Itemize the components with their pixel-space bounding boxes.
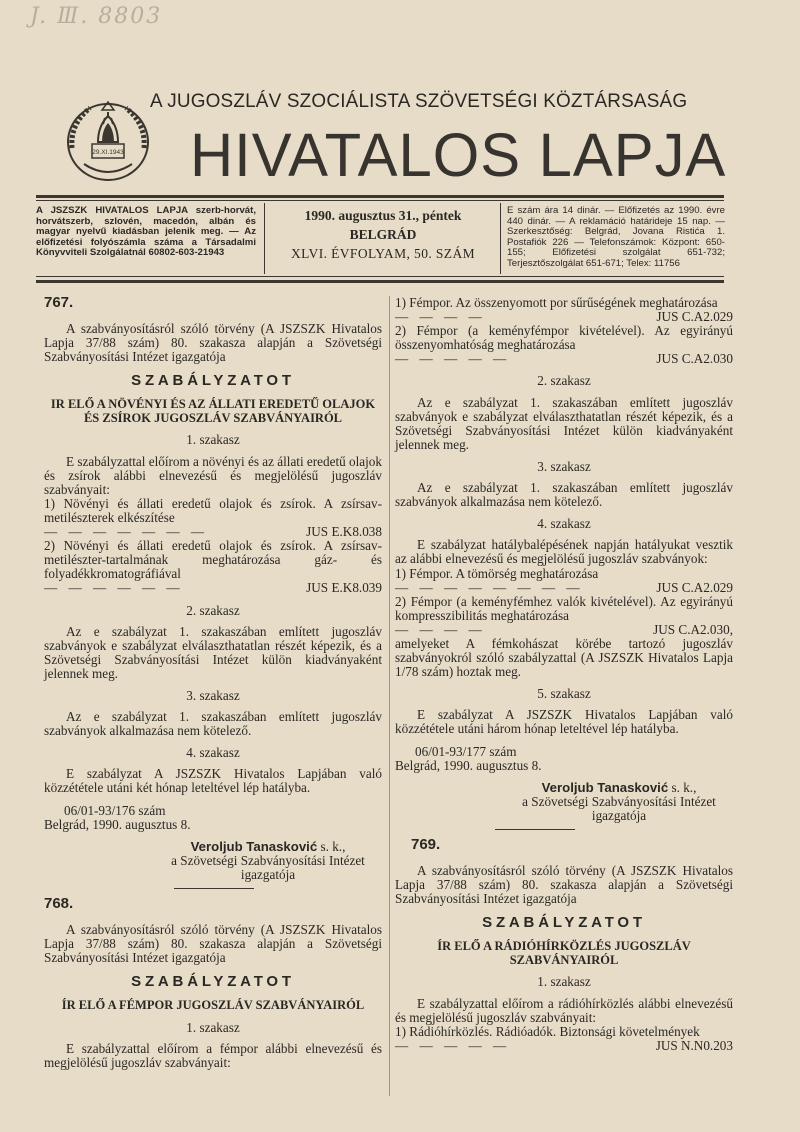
section-label: 1. szakasz: [186, 1019, 240, 1035]
standard-code: JUS C.A2.029: [656, 579, 733, 595]
header-top-thin-rule: [36, 200, 724, 201]
standard-item-ref-line: — — — — JUS C.A2.030,: [395, 621, 733, 637]
section-label: 4. szakasz: [537, 516, 591, 532]
article-769-intro: A szabványosításról szóló törvény (A JSZSZK Hivatalos Lapja 37/88 szám) 80. szakasza alapján a Szövetségi Szabványosítási Intézet igazgatója: [395, 863, 733, 907]
issue-info: [274, 206, 492, 263]
section-label: 4. szakasz: [186, 745, 240, 761]
standard-item-ref-line: — — — — — JUS N.N0.203: [395, 1037, 733, 1053]
paragraph: amelyeket A fémkohászat körébe tartozó jugoszláv szabványokról szóló szabályzattal (A JSZSZK Hivatalos Lapja 1/78 szám) hoztak meg.: [395, 635, 733, 680]
separator: [174, 888, 254, 889]
publication-title: HIVATALOS LAPJA: [190, 121, 727, 189]
standard-item-ref-line: — — — — — — JUS E.K8.039: [44, 580, 382, 596]
standard-item-text: 1) Növényi és állati eredetű olajok és zsírok. A zsírsav-metilészterek elkészítése: [44, 495, 382, 525]
price-info: E szám ára 14 dinár. — Előfizetés az 1990. évre 440 dinár. — A reklamáció határideje 15 nap. — Szerkesztőség: Belgrád, Jovana Ristića 1. Postafiók 226 — Telefonszámok: Központ: 650-155; Előfizetési szolgálat 651-732; Terjesztőszolgálat 651-671; Telex: 11756: [507, 205, 725, 269]
article-768-number: 768.: [44, 895, 74, 912]
signature-abbr: s. k.,: [320, 838, 346, 854]
article-769-number: 769.: [411, 836, 441, 853]
paragraph: E szabályzat A JSZSZK Hivatalos Lapjában való közzététele utáni két hónap leteltével lép hatályba.: [44, 766, 382, 796]
section-label: 1. szakasz: [186, 432, 240, 448]
paragraph: E szabályzat hatálybalépésének napján hatályukat vesztik az alábbi elnevezésű és megjelölésű jugoszláv szabványok:: [395, 537, 733, 567]
section-label: 2. szakasz: [537, 373, 591, 389]
header-divider-left: [264, 203, 265, 274]
state-emblem-icon: [62, 96, 154, 188]
issue-city: BELGRÁD: [349, 227, 417, 242]
signature-name: Veroljub Tanasković: [541, 779, 669, 795]
article-767-heading: IR ELŐ A NÖVÉNYI ÉS AZ ÁLLATI EREDETŰ OLAJOK ÉS ZSÍROK JUGOSZLÁV SZABVÁNYAIRÓL: [50, 397, 376, 425]
section-label: 1. szakasz: [537, 974, 591, 990]
signature-name: Veroljub Tanasković: [190, 838, 318, 854]
signature: [505, 781, 733, 795]
standard-code: JUS C.A2.030,: [653, 621, 733, 637]
signature-title: a Szövetségi Szabványosítási Intézet igazgatója: [522, 793, 716, 823]
header-divider-right: [500, 203, 501, 274]
article-768-title: SZABÁLYZATOT: [131, 973, 295, 991]
separator: [495, 829, 575, 830]
section-label: 3. szakasz: [186, 687, 240, 703]
paragraph: Az e szabályzat 1. szakaszában említett jugoszláv szabványok alkalmazása nem kötelező.: [44, 709, 382, 739]
paragraph: Az e szabályzat 1. szakaszában említett jugoszláv szabványok e szabályzat elválaszthatatlan részét képezik, és a Szövetségi Szabványosítási Intézet külön kiadványaként jelennek meg.: [44, 623, 382, 681]
standard-code: JUS E.K8.038: [306, 524, 382, 540]
section-label: 3. szakasz: [537, 458, 591, 474]
standard-code: JUS E.K8.039: [306, 580, 382, 596]
issue-date: 1990. augusztus 31., péntek: [304, 208, 462, 223]
left-column: [44, 296, 382, 1070]
signature-title: a Szövetségi Szabványosítási Intézet igazgatója: [171, 852, 365, 882]
standard-item-text: 1) Fémpor. Az összenyomott por sűrűségének meghatározása: [395, 295, 718, 310]
place-date: Belgrád, 1990. augusztus 8.: [395, 757, 542, 773]
right-column: [395, 296, 733, 1053]
standard-item-text: 2) Fémpor (a keményfémpor kivételével). Az egyirányú összenyomhatóság meghatározása: [395, 323, 733, 353]
header-bottom-rule: [36, 276, 724, 277]
paragraph: E szabályzattal előírom a fémpor alábbi elnevezésű és megjelölésű jugoszláv szabványait:: [44, 1041, 382, 1071]
article-769-title: SZABÁLYZATOT: [482, 914, 646, 932]
standard-item-ref-line: — — — — — — — — JUS C.A2.029: [395, 579, 733, 595]
handwritten-note: J. Ⅲ. 8803: [30, 4, 163, 29]
standard-item-text: 2) Fémpor (a keményfémhez valók kivételével). Az egyirányú kompresszibilitás meghatározása: [395, 593, 733, 623]
file-number: 06/01-93/176 szám: [64, 802, 166, 818]
column-divider: [389, 296, 390, 1096]
paragraph: Az e szabályzat 1. szakaszában említett jugoszláv szabványok alkalmazása nem kötelező.: [395, 480, 733, 510]
header-top-rule: [36, 195, 724, 198]
standard-item-text: 1) Fémpor. A tömörség meghatározása: [395, 565, 599, 581]
article-767-intro: A szabványosításról szóló törvény (A JSZSZK Hivatalos Lapja 37/88 szám) 80. szakasza alapján a Szövetségi Szabványosítási Intézet igazgatója: [44, 321, 382, 365]
standard-code: JUS N.N0.203: [655, 1037, 733, 1053]
article-768-intro: A szabványosításról szóló törvény (A JSZSZK Hivatalos Lapja 37/88 szám) 80. szakasza alapján a Szövetségi Szabványosítási Intézet igazgatója: [44, 922, 382, 966]
section-label: 5. szakasz: [537, 686, 591, 702]
standard-code: JUS C.A2.029: [656, 309, 733, 325]
signature-abbr: s. k.,: [671, 779, 697, 795]
standard-item-ref-line: — — — — — — — JUS E.K8.038: [44, 524, 382, 540]
issue-volume: XLVI. ÉVFOLYAM, 50. SZÁM: [290, 246, 475, 261]
place-date: Belgrád, 1990. augusztus 8.: [44, 816, 191, 832]
standard-item-text: 1) Rádióhírközlés. Rádióadók. Biztonsági követelmények: [395, 1023, 700, 1039]
signature: [154, 840, 382, 854]
standard-item-text: 2) Növényi és állati eredetű olajok és zsírok. A zsírsav-metilészter-tartalmának meghatározása gáz- és folyadékkromatográfiával: [44, 538, 382, 582]
paragraph: Az e szabályzat 1. szakaszában említett jugoszláv szabványok e szabályzat elválaszthatatlan részét képezik, és a Szövetségi Szabványosítási Intézet külön kiadványaként jelennek meg.: [395, 394, 733, 452]
header-bottom-thick-rule: [36, 280, 724, 283]
article-767-number: 767.: [44, 294, 74, 311]
paragraph: E szabályzattal előírom a rádióhírközlés alábbi elnevezésű és megjelölésű jugoszláv szabványait:: [395, 995, 733, 1025]
section-label: 2. szakasz: [186, 602, 240, 618]
standard-item-ref-line: — — — — — JUS C.A2.030: [395, 351, 733, 367]
article-769-heading: ÍR ELŐ A RÁDIÓHÍRKÖZLÉS JUGOSZLÁV SZABVÁNYAIRÓL: [437, 939, 691, 967]
standard-code: JUS C.A2.030: [656, 351, 733, 367]
article-767-title: SZABÁLYZATOT: [131, 372, 295, 390]
republic-name: A JUGOSZLÁV SZOCIÁLISTA SZÖVETSÉGI KÖZTÁRSASÁG: [150, 90, 688, 112]
paragraph: E szabályzattal előírom a növényi és az állati eredetű olajok és zsírok alábbi elnevezésű és megjelölésű jugoszláv szabványait:: [44, 453, 382, 497]
publication-info: A JSZSZK HIVATALOS LAPJA szerb-horvát, horvátszerb, szlovén, macedón, albán és magyar nyelvű kiadásban jelenik meg. — Az előfizetési folyószámla száma a Társadalmi Könyvviteli Szolgálatnál 60802-603-21943: [36, 205, 256, 259]
standard-item-ref-line: — — — — JUS C.A2.029: [395, 309, 733, 325]
file-number: 06/01-93/177 szám: [415, 743, 517, 759]
emblem-date: 29.XI.1943: [92, 149, 124, 156]
article-768-heading: ÍR ELŐ A FÉMPOR JUGOSZLÁV SZABVÁNYAIRÓL: [61, 998, 365, 1013]
paragraph: E szabályzat A JSZSZK Hivatalos Lapjában való közzététele utáni három hónap leteltével lép hatályba.: [395, 707, 733, 737]
